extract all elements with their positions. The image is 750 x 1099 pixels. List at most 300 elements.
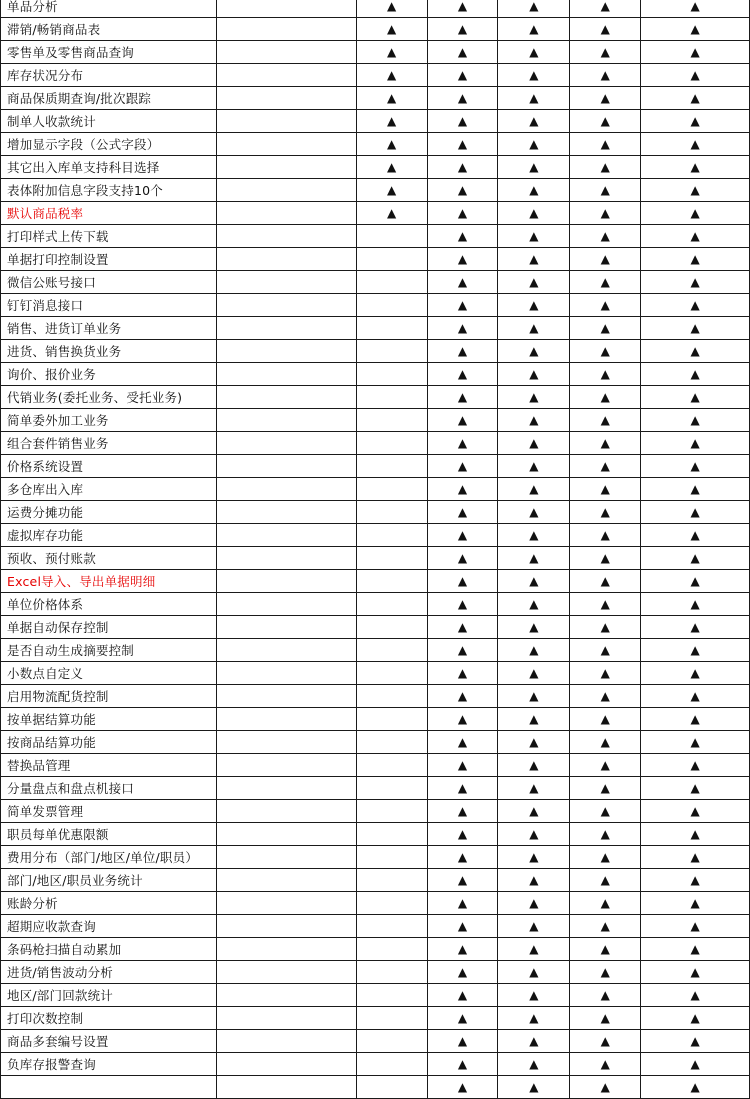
- triangle-mark-icon: ▲: [600, 804, 610, 818]
- triangle-mark-icon: ▲: [529, 482, 539, 496]
- edition-cell: [641, 110, 750, 133]
- edition-cell: [641, 409, 750, 432]
- edition-cell: [498, 915, 570, 938]
- triangle-mark-icon: ▲: [600, 735, 610, 749]
- triangle-mark-icon: ▲: [600, 321, 610, 335]
- edition-cell: [641, 340, 750, 363]
- edition-cell: [570, 1030, 641, 1053]
- triangle-mark-icon: ▲: [690, 551, 700, 565]
- feature-table-body: [1, 0, 750, 1099]
- table-row: [1, 823, 750, 846]
- table-row: [1, 317, 750, 340]
- edition-cell: [498, 892, 570, 915]
- edition-cell: [641, 478, 750, 501]
- table-row: [1, 110, 750, 133]
- triangle-mark-icon: ▲: [690, 114, 700, 128]
- triangle-mark-icon: ▲: [457, 206, 468, 220]
- feature-label: 商品保质期查询/批次跟踪: [1, 87, 217, 110]
- triangle-mark-icon: ▲: [529, 390, 539, 404]
- feature-label: 进货/销售波动分析: [1, 961, 217, 984]
- triangle-mark-icon: ▲: [529, 436, 539, 450]
- edition-cell: [427, 754, 498, 777]
- triangle-mark-icon: ▲: [457, 597, 468, 611]
- edition-cell: [427, 478, 498, 501]
- table-row: [1, 64, 750, 87]
- edition-cell: [570, 915, 641, 938]
- triangle-mark-icon: ▲: [457, 758, 468, 772]
- triangle-mark-icon: ▲: [690, 873, 700, 887]
- edition-cell: [356, 547, 427, 570]
- triangle-mark-icon: ▲: [690, 1057, 700, 1071]
- edition-cell: [356, 938, 427, 961]
- edition-cell: [641, 0, 750, 18]
- edition-cell: [498, 501, 570, 524]
- edition-cell: [356, 294, 427, 317]
- edition-cell: [356, 823, 427, 846]
- edition-cell: [216, 547, 356, 570]
- triangle-mark-icon: ▲: [690, 298, 700, 312]
- edition-cell: [570, 570, 641, 593]
- edition-cell: [570, 984, 641, 1007]
- table-row: [1, 938, 750, 961]
- edition-cell: [216, 110, 356, 133]
- edition-cell: [570, 501, 641, 524]
- edition-cell: [216, 639, 356, 662]
- edition-cell: [498, 133, 570, 156]
- feature-label: 地区/部门回款统计: [1, 984, 217, 1007]
- edition-cell: [498, 869, 570, 892]
- triangle-mark-icon: ▲: [529, 1080, 539, 1094]
- triangle-mark-icon: ▲: [600, 482, 610, 496]
- triangle-mark-icon: ▲: [457, 551, 468, 565]
- triangle-mark-icon: ▲: [690, 1034, 700, 1048]
- triangle-mark-icon: ▲: [529, 712, 539, 726]
- table-row: [1, 1076, 750, 1099]
- table-row: [1, 455, 750, 478]
- edition-cell: [427, 662, 498, 685]
- edition-cell: [498, 984, 570, 1007]
- edition-cell: [356, 133, 427, 156]
- edition-cell: [356, 662, 427, 685]
- edition-cell: [641, 179, 750, 202]
- triangle-mark-icon: ▲: [600, 1011, 610, 1025]
- table-row: [1, 570, 750, 593]
- feature-label: 单据自动保存控制: [1, 616, 217, 639]
- edition-cell: [356, 340, 427, 363]
- edition-cell: [427, 248, 498, 271]
- feature-label: 钉钉消息接口: [1, 294, 217, 317]
- table-row: [1, 639, 750, 662]
- edition-cell: [498, 823, 570, 846]
- triangle-mark-icon: ▲: [690, 735, 700, 749]
- triangle-mark-icon: ▲: [529, 183, 539, 197]
- triangle-mark-icon: ▲: [690, 689, 700, 703]
- triangle-mark-icon: ▲: [457, 275, 468, 289]
- edition-cell: [641, 961, 750, 984]
- edition-cell: [641, 64, 750, 87]
- edition-cell: [498, 87, 570, 110]
- edition-cell: [498, 662, 570, 685]
- edition-cell: [216, 1053, 356, 1076]
- triangle-mark-icon: ▲: [529, 91, 539, 105]
- edition-cell: [641, 915, 750, 938]
- edition-cell: [570, 455, 641, 478]
- edition-cell: [216, 1007, 356, 1030]
- edition-cell: [498, 110, 570, 133]
- edition-cell: [427, 639, 498, 662]
- triangle-mark-icon: ▲: [529, 988, 539, 1002]
- edition-cell: [570, 846, 641, 869]
- edition-cell: [356, 87, 427, 110]
- feature-label: 组合套件销售业务: [1, 432, 217, 455]
- feature-label: 条码枪扫描自动累加: [1, 938, 217, 961]
- edition-cell: [641, 87, 750, 110]
- edition-cell: [216, 869, 356, 892]
- triangle-mark-icon: ▲: [600, 620, 610, 634]
- edition-cell: [356, 317, 427, 340]
- edition-cell: [641, 1076, 750, 1099]
- triangle-mark-icon: ▲: [690, 367, 700, 381]
- triangle-mark-icon: ▲: [529, 551, 539, 565]
- edition-cell: [216, 64, 356, 87]
- edition-cell: [427, 41, 498, 64]
- triangle-mark-icon: ▲: [529, 505, 539, 519]
- table-row: [1, 1053, 750, 1076]
- edition-cell: [570, 823, 641, 846]
- table-row: [1, 501, 750, 524]
- feature-label: [1, 1076, 217, 1099]
- triangle-mark-icon: ▲: [690, 459, 700, 473]
- edition-cell: [641, 133, 750, 156]
- table-row: [1, 708, 750, 731]
- edition-cell: [498, 1076, 570, 1099]
- triangle-mark-icon: ▲: [600, 873, 610, 887]
- triangle-mark-icon: ▲: [457, 68, 468, 82]
- triangle-mark-icon: ▲: [600, 1080, 610, 1094]
- edition-cell: [570, 156, 641, 179]
- triangle-mark-icon: ▲: [529, 942, 539, 956]
- feature-label: 零售单及零售商品查询: [1, 41, 217, 64]
- edition-cell: [570, 1007, 641, 1030]
- edition-cell: [498, 708, 570, 731]
- triangle-mark-icon: ▲: [529, 459, 539, 473]
- edition-cell: [570, 593, 641, 616]
- table-row: [1, 478, 750, 501]
- edition-cell: [356, 225, 427, 248]
- edition-cell: [570, 1076, 641, 1099]
- edition-cell: [641, 777, 750, 800]
- edition-cell: [427, 984, 498, 1007]
- edition-cell: [570, 961, 641, 984]
- feature-label: 账龄分析: [1, 892, 217, 915]
- triangle-mark-icon: ▲: [457, 965, 468, 979]
- feature-label: 单据打印控制设置: [1, 248, 217, 271]
- triangle-mark-icon: ▲: [600, 712, 610, 726]
- edition-cell: [356, 363, 427, 386]
- triangle-mark-icon: ▲: [457, 1011, 468, 1025]
- triangle-mark-icon: ▲: [690, 344, 700, 358]
- table-row: [1, 0, 750, 18]
- triangle-mark-icon: ▲: [529, 275, 539, 289]
- edition-cell: [570, 662, 641, 685]
- feature-label: 职员每单优惠限额: [1, 823, 217, 846]
- edition-cell: [356, 1030, 427, 1053]
- edition-cell: [356, 271, 427, 294]
- triangle-mark-icon: ▲: [529, 137, 539, 151]
- table-row: [1, 1007, 750, 1030]
- triangle-mark-icon: ▲: [457, 988, 468, 1002]
- edition-cell: [570, 18, 641, 41]
- feature-label: 负库存报警查询: [1, 1053, 217, 1076]
- triangle-mark-icon: ▲: [600, 344, 610, 358]
- triangle-mark-icon: ▲: [600, 275, 610, 289]
- edition-cell: [570, 179, 641, 202]
- table-row: [1, 409, 750, 432]
- edition-cell: [216, 18, 356, 41]
- triangle-mark-icon: ▲: [386, 206, 397, 220]
- triangle-mark-icon: ▲: [690, 252, 700, 266]
- triangle-mark-icon: ▲: [457, 22, 468, 36]
- triangle-mark-icon: ▲: [457, 160, 468, 174]
- edition-cell: [570, 110, 641, 133]
- edition-cell: [641, 662, 750, 685]
- triangle-mark-icon: ▲: [690, 942, 700, 956]
- edition-cell: [356, 524, 427, 547]
- edition-cell: [427, 0, 498, 18]
- feature-label: 询价、报价业务: [1, 363, 217, 386]
- edition-cell: [570, 731, 641, 754]
- feature-label: 增加显示字段（公式字段）: [1, 133, 217, 156]
- triangle-mark-icon: ▲: [600, 965, 610, 979]
- edition-cell: [216, 616, 356, 639]
- triangle-mark-icon: ▲: [600, 91, 610, 105]
- triangle-mark-icon: ▲: [457, 712, 468, 726]
- edition-cell: [498, 0, 570, 18]
- edition-cell: [356, 1007, 427, 1030]
- edition-cell: [498, 547, 570, 570]
- edition-cell: [427, 938, 498, 961]
- edition-cell: [356, 892, 427, 915]
- triangle-mark-icon: ▲: [457, 344, 468, 358]
- edition-cell: [216, 731, 356, 754]
- triangle-mark-icon: ▲: [386, 137, 397, 151]
- edition-cell: [498, 340, 570, 363]
- edition-cell: [427, 156, 498, 179]
- triangle-mark-icon: ▲: [600, 528, 610, 542]
- edition-cell: [641, 41, 750, 64]
- edition-cell: [498, 777, 570, 800]
- feature-label: 是否自动生成摘要控制: [1, 639, 217, 662]
- triangle-mark-icon: ▲: [457, 413, 468, 427]
- edition-cell: [498, 938, 570, 961]
- edition-cell: [427, 432, 498, 455]
- edition-cell: [216, 800, 356, 823]
- edition-cell: [498, 1007, 570, 1030]
- edition-cell: [498, 41, 570, 64]
- table-row: [1, 133, 750, 156]
- triangle-mark-icon: ▲: [690, 436, 700, 450]
- triangle-mark-icon: ▲: [529, 298, 539, 312]
- feature-label: 运费分摊功能: [1, 501, 217, 524]
- feature-label: 简单委外加工业务: [1, 409, 217, 432]
- triangle-mark-icon: ▲: [457, 850, 468, 864]
- edition-cell: [356, 984, 427, 1007]
- edition-cell: [356, 1053, 427, 1076]
- triangle-mark-icon: ▲: [600, 666, 610, 680]
- table-row: [1, 248, 750, 271]
- edition-cell: [570, 87, 641, 110]
- edition-cell: [427, 570, 498, 593]
- feature-label: Excel导入、导出单据明细: [1, 570, 217, 593]
- feature-label: 替换品管理: [1, 754, 217, 777]
- edition-cell: [216, 754, 356, 777]
- edition-cell: [570, 777, 641, 800]
- edition-cell: [641, 800, 750, 823]
- edition-cell: [570, 294, 641, 317]
- edition-cell: [427, 823, 498, 846]
- table-row: [1, 87, 750, 110]
- edition-cell: [498, 179, 570, 202]
- edition-cell: [641, 501, 750, 524]
- edition-cell: [427, 294, 498, 317]
- triangle-mark-icon: ▲: [600, 988, 610, 1002]
- triangle-mark-icon: ▲: [600, 1057, 610, 1071]
- edition-cell: [356, 639, 427, 662]
- table-row: [1, 685, 750, 708]
- feature-label: 费用分布（部门/地区/单位/职员）: [1, 846, 217, 869]
- edition-cell: [356, 455, 427, 478]
- triangle-mark-icon: ▲: [600, 137, 610, 151]
- feature-label: 打印样式上传下载: [1, 225, 217, 248]
- edition-cell: [356, 478, 427, 501]
- feature-label: 按单据结算功能: [1, 708, 217, 731]
- triangle-mark-icon: ▲: [690, 413, 700, 427]
- edition-cell: [570, 225, 641, 248]
- edition-cell: [570, 938, 641, 961]
- edition-cell: [216, 915, 356, 938]
- edition-cell: [641, 1007, 750, 1030]
- triangle-mark-icon: ▲: [457, 919, 468, 933]
- edition-cell: [427, 386, 498, 409]
- triangle-mark-icon: ▲: [529, 689, 539, 703]
- edition-cell: [641, 455, 750, 478]
- edition-cell: [216, 685, 356, 708]
- triangle-mark-icon: ▲: [457, 896, 468, 910]
- triangle-mark-icon: ▲: [690, 781, 700, 795]
- edition-cell: [641, 984, 750, 1007]
- edition-cell: [498, 225, 570, 248]
- triangle-mark-icon: ▲: [690, 68, 700, 82]
- triangle-mark-icon: ▲: [457, 1034, 468, 1048]
- triangle-mark-icon: ▲: [529, 919, 539, 933]
- triangle-mark-icon: ▲: [386, 114, 397, 128]
- feature-label: 商品多套编号设置: [1, 1030, 217, 1053]
- triangle-mark-icon: ▲: [690, 390, 700, 404]
- edition-cell: [216, 984, 356, 1007]
- edition-cell: [427, 869, 498, 892]
- triangle-mark-icon: ▲: [690, 22, 700, 36]
- table-row: [1, 593, 750, 616]
- table-row: [1, 662, 750, 685]
- feature-label: 小数点自定义: [1, 662, 217, 685]
- edition-cell: [641, 846, 750, 869]
- edition-cell: [427, 340, 498, 363]
- triangle-mark-icon: ▲: [529, 229, 539, 243]
- triangle-mark-icon: ▲: [690, 827, 700, 841]
- feature-label: 默认商品税率: [1, 202, 217, 225]
- edition-cell: [427, 64, 498, 87]
- edition-cell: [641, 708, 750, 731]
- edition-cell: [216, 0, 356, 18]
- triangle-mark-icon: ▲: [690, 45, 700, 59]
- edition-cell: [216, 455, 356, 478]
- edition-cell: [216, 294, 356, 317]
- edition-cell: [641, 248, 750, 271]
- edition-cell: [641, 225, 750, 248]
- triangle-mark-icon: ▲: [690, 183, 700, 197]
- table-row: [1, 386, 750, 409]
- triangle-mark-icon: ▲: [690, 528, 700, 542]
- edition-cell: [641, 570, 750, 593]
- edition-cell: [216, 823, 356, 846]
- edition-cell: [570, 340, 641, 363]
- triangle-mark-icon: ▲: [457, 0, 468, 13]
- triangle-mark-icon: ▲: [457, 689, 468, 703]
- triangle-mark-icon: ▲: [457, 574, 468, 588]
- triangle-mark-icon: ▲: [386, 91, 397, 105]
- triangle-mark-icon: ▲: [690, 666, 700, 680]
- triangle-mark-icon: ▲: [529, 620, 539, 634]
- edition-cell: [427, 409, 498, 432]
- triangle-mark-icon: ▲: [600, 551, 610, 565]
- edition-cell: [498, 800, 570, 823]
- triangle-mark-icon: ▲: [600, 390, 610, 404]
- triangle-mark-icon: ▲: [690, 160, 700, 174]
- edition-cell: [427, 524, 498, 547]
- edition-cell: [498, 363, 570, 386]
- edition-cell: [498, 639, 570, 662]
- triangle-mark-icon: ▲: [386, 45, 397, 59]
- triangle-mark-icon: ▲: [529, 114, 539, 128]
- triangle-mark-icon: ▲: [690, 597, 700, 611]
- edition-cell: [427, 179, 498, 202]
- edition-cell: [498, 317, 570, 340]
- table-row: [1, 294, 750, 317]
- triangle-mark-icon: ▲: [529, 321, 539, 335]
- table-row: [1, 616, 750, 639]
- edition-cell: [356, 179, 427, 202]
- table-row: [1, 202, 750, 225]
- triangle-mark-icon: ▲: [690, 965, 700, 979]
- edition-cell: [427, 202, 498, 225]
- triangle-mark-icon: ▲: [690, 988, 700, 1002]
- triangle-mark-icon: ▲: [690, 1011, 700, 1025]
- edition-cell: [641, 18, 750, 41]
- edition-cell: [427, 961, 498, 984]
- triangle-mark-icon: ▲: [529, 413, 539, 427]
- triangle-mark-icon: ▲: [529, 574, 539, 588]
- feature-label: 简单发票管理: [1, 800, 217, 823]
- edition-cell: [356, 961, 427, 984]
- triangle-mark-icon: ▲: [600, 0, 610, 13]
- triangle-mark-icon: ▲: [600, 643, 610, 657]
- edition-cell: [641, 547, 750, 570]
- edition-cell: [356, 731, 427, 754]
- triangle-mark-icon: ▲: [457, 183, 468, 197]
- triangle-mark-icon: ▲: [600, 919, 610, 933]
- edition-cell: [641, 823, 750, 846]
- table-row: [1, 340, 750, 363]
